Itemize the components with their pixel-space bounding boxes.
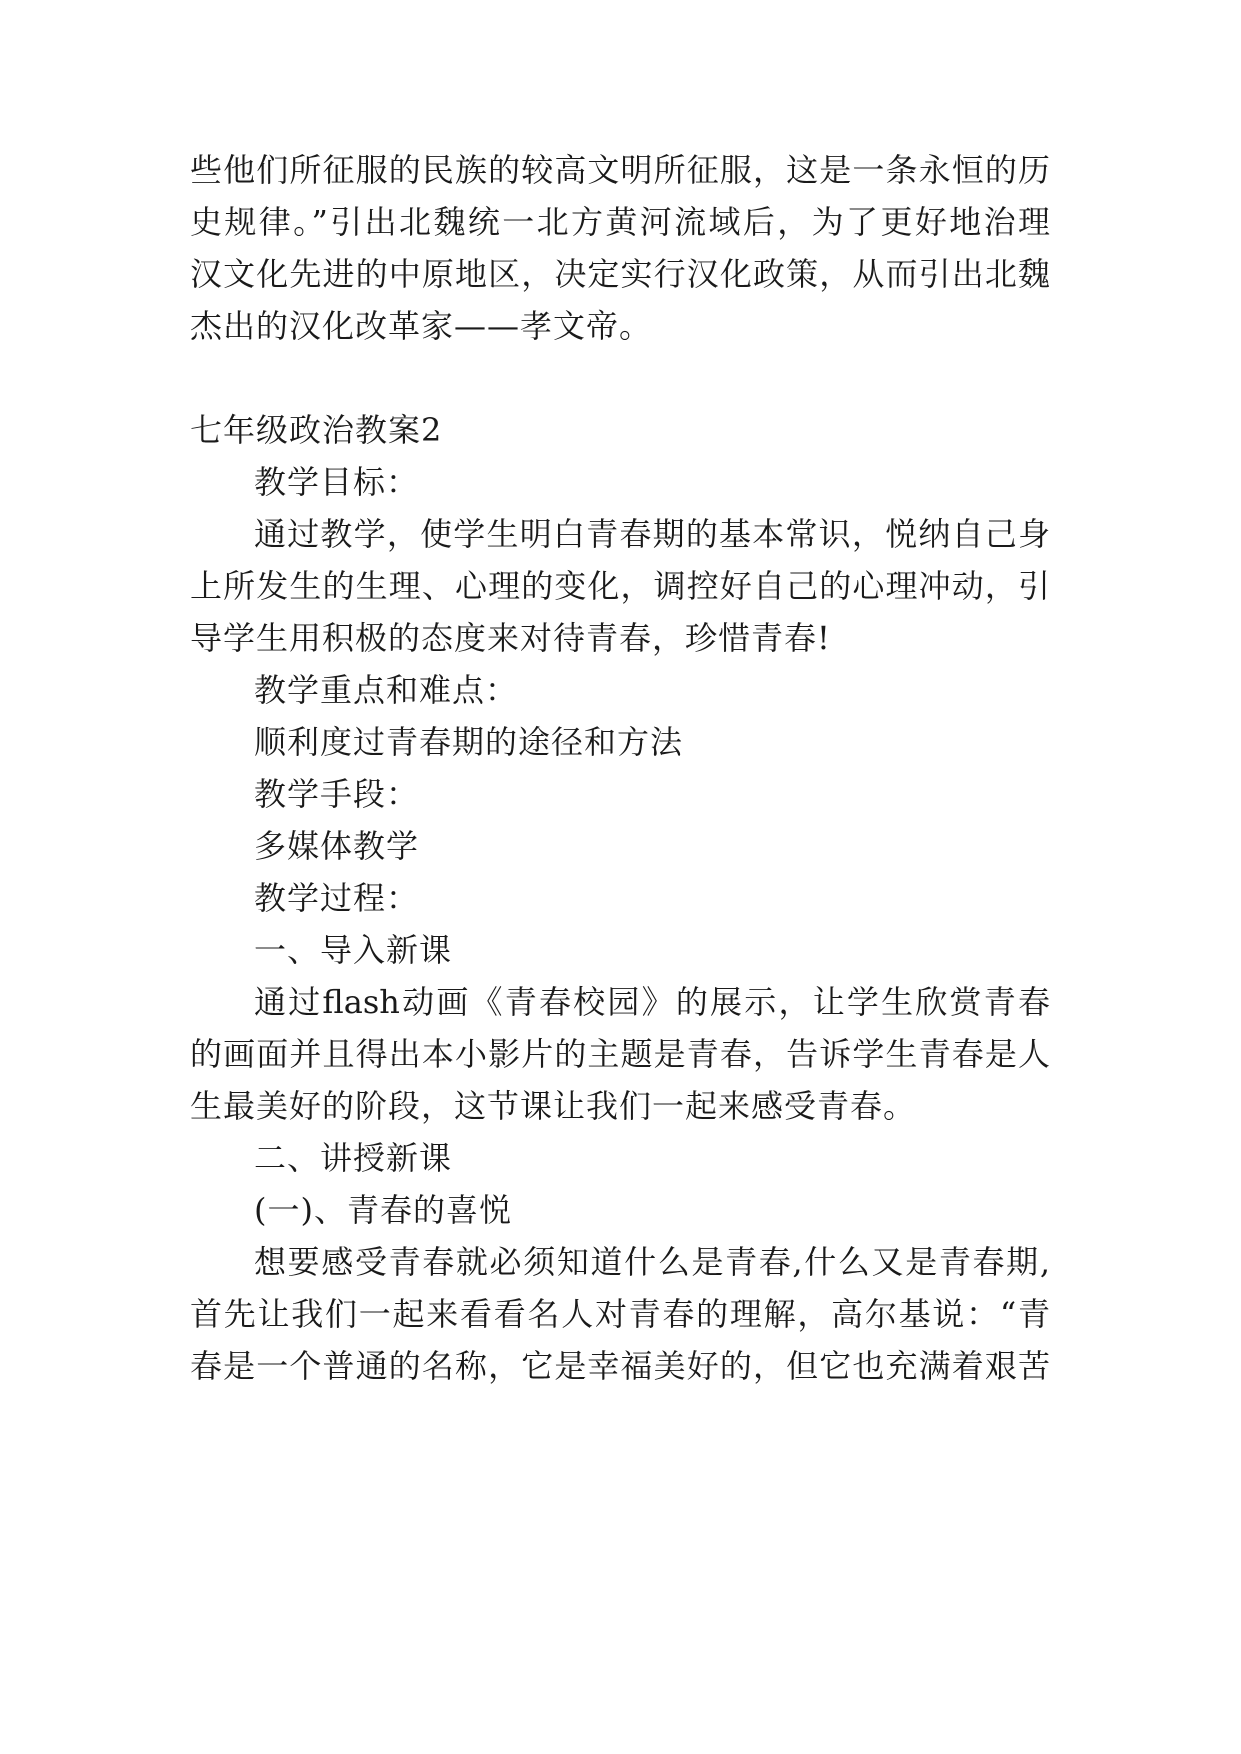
goal-line-3: 导学生用积极的态度来对待青春，珍惜青春! <box>190 619 831 657</box>
part1-line-3: 生最美好的阶段，这节课让我们一起来感受青春。 <box>190 1087 917 1125</box>
section-title: 七年级政治教案2 <box>190 411 443 449</box>
process-heading: 教学过程： <box>254 879 420 917</box>
part1-line-2: 的画面并且得出本小影片的主题是青春，告诉学生青春是人 <box>190 1035 1050 1073</box>
goal-line-1: 通过教学，使学生明白青春期的基本常识，悦纳自己身 <box>254 515 1050 553</box>
sub1-line-2: 首先让我们一起来看看名人对青春的理解，高尔基说：“青 <box>190 1295 1050 1333</box>
intro-line-4: 杰出的汉化改革家——孝文帝。 <box>190 307 653 345</box>
sub1-line-1: 想要感受青春就必须知道什么是青春,什么又是青春期, <box>254 1243 1050 1281</box>
goal-line-2: 上所发生的生理、心理的变化，调控好自己的心理冲动，引 <box>190 567 1050 605</box>
intro-line-1: 些他们所征服的民族的较高文明所征服，这是一条永恒的历 <box>190 151 1050 189</box>
part2-heading: 二、讲授新课 <box>254 1139 453 1177</box>
part1-heading: 一、导入新课 <box>254 931 453 969</box>
key-heading: 教学重点和难点： <box>254 671 519 709</box>
key-content: 顺利度过青春期的途径和方法 <box>254 723 684 761</box>
sub1-heading: (一)、青春的喜悦 <box>254 1191 512 1229</box>
means-content: 多媒体教学 <box>254 827 420 865</box>
means-heading: 教学手段： <box>254 775 420 813</box>
part1-line-1: 通过flash动画《青春校园》的展示，让学生欣赏青春 <box>254 983 1050 1021</box>
sub1-line-3: 春是一个普通的名称，它是幸福美好的，但它也充满着艰苦 <box>190 1347 1050 1385</box>
intro-line-3: 汉文化先进的中原地区，决定实行汉化政策，从而引出北魏 <box>190 255 1050 293</box>
goal-heading: 教学目标： <box>254 463 420 501</box>
intro-line-2: 史规律。”引出北魏统一北方黄河流域后，为了更好地治理 <box>190 203 1050 241</box>
